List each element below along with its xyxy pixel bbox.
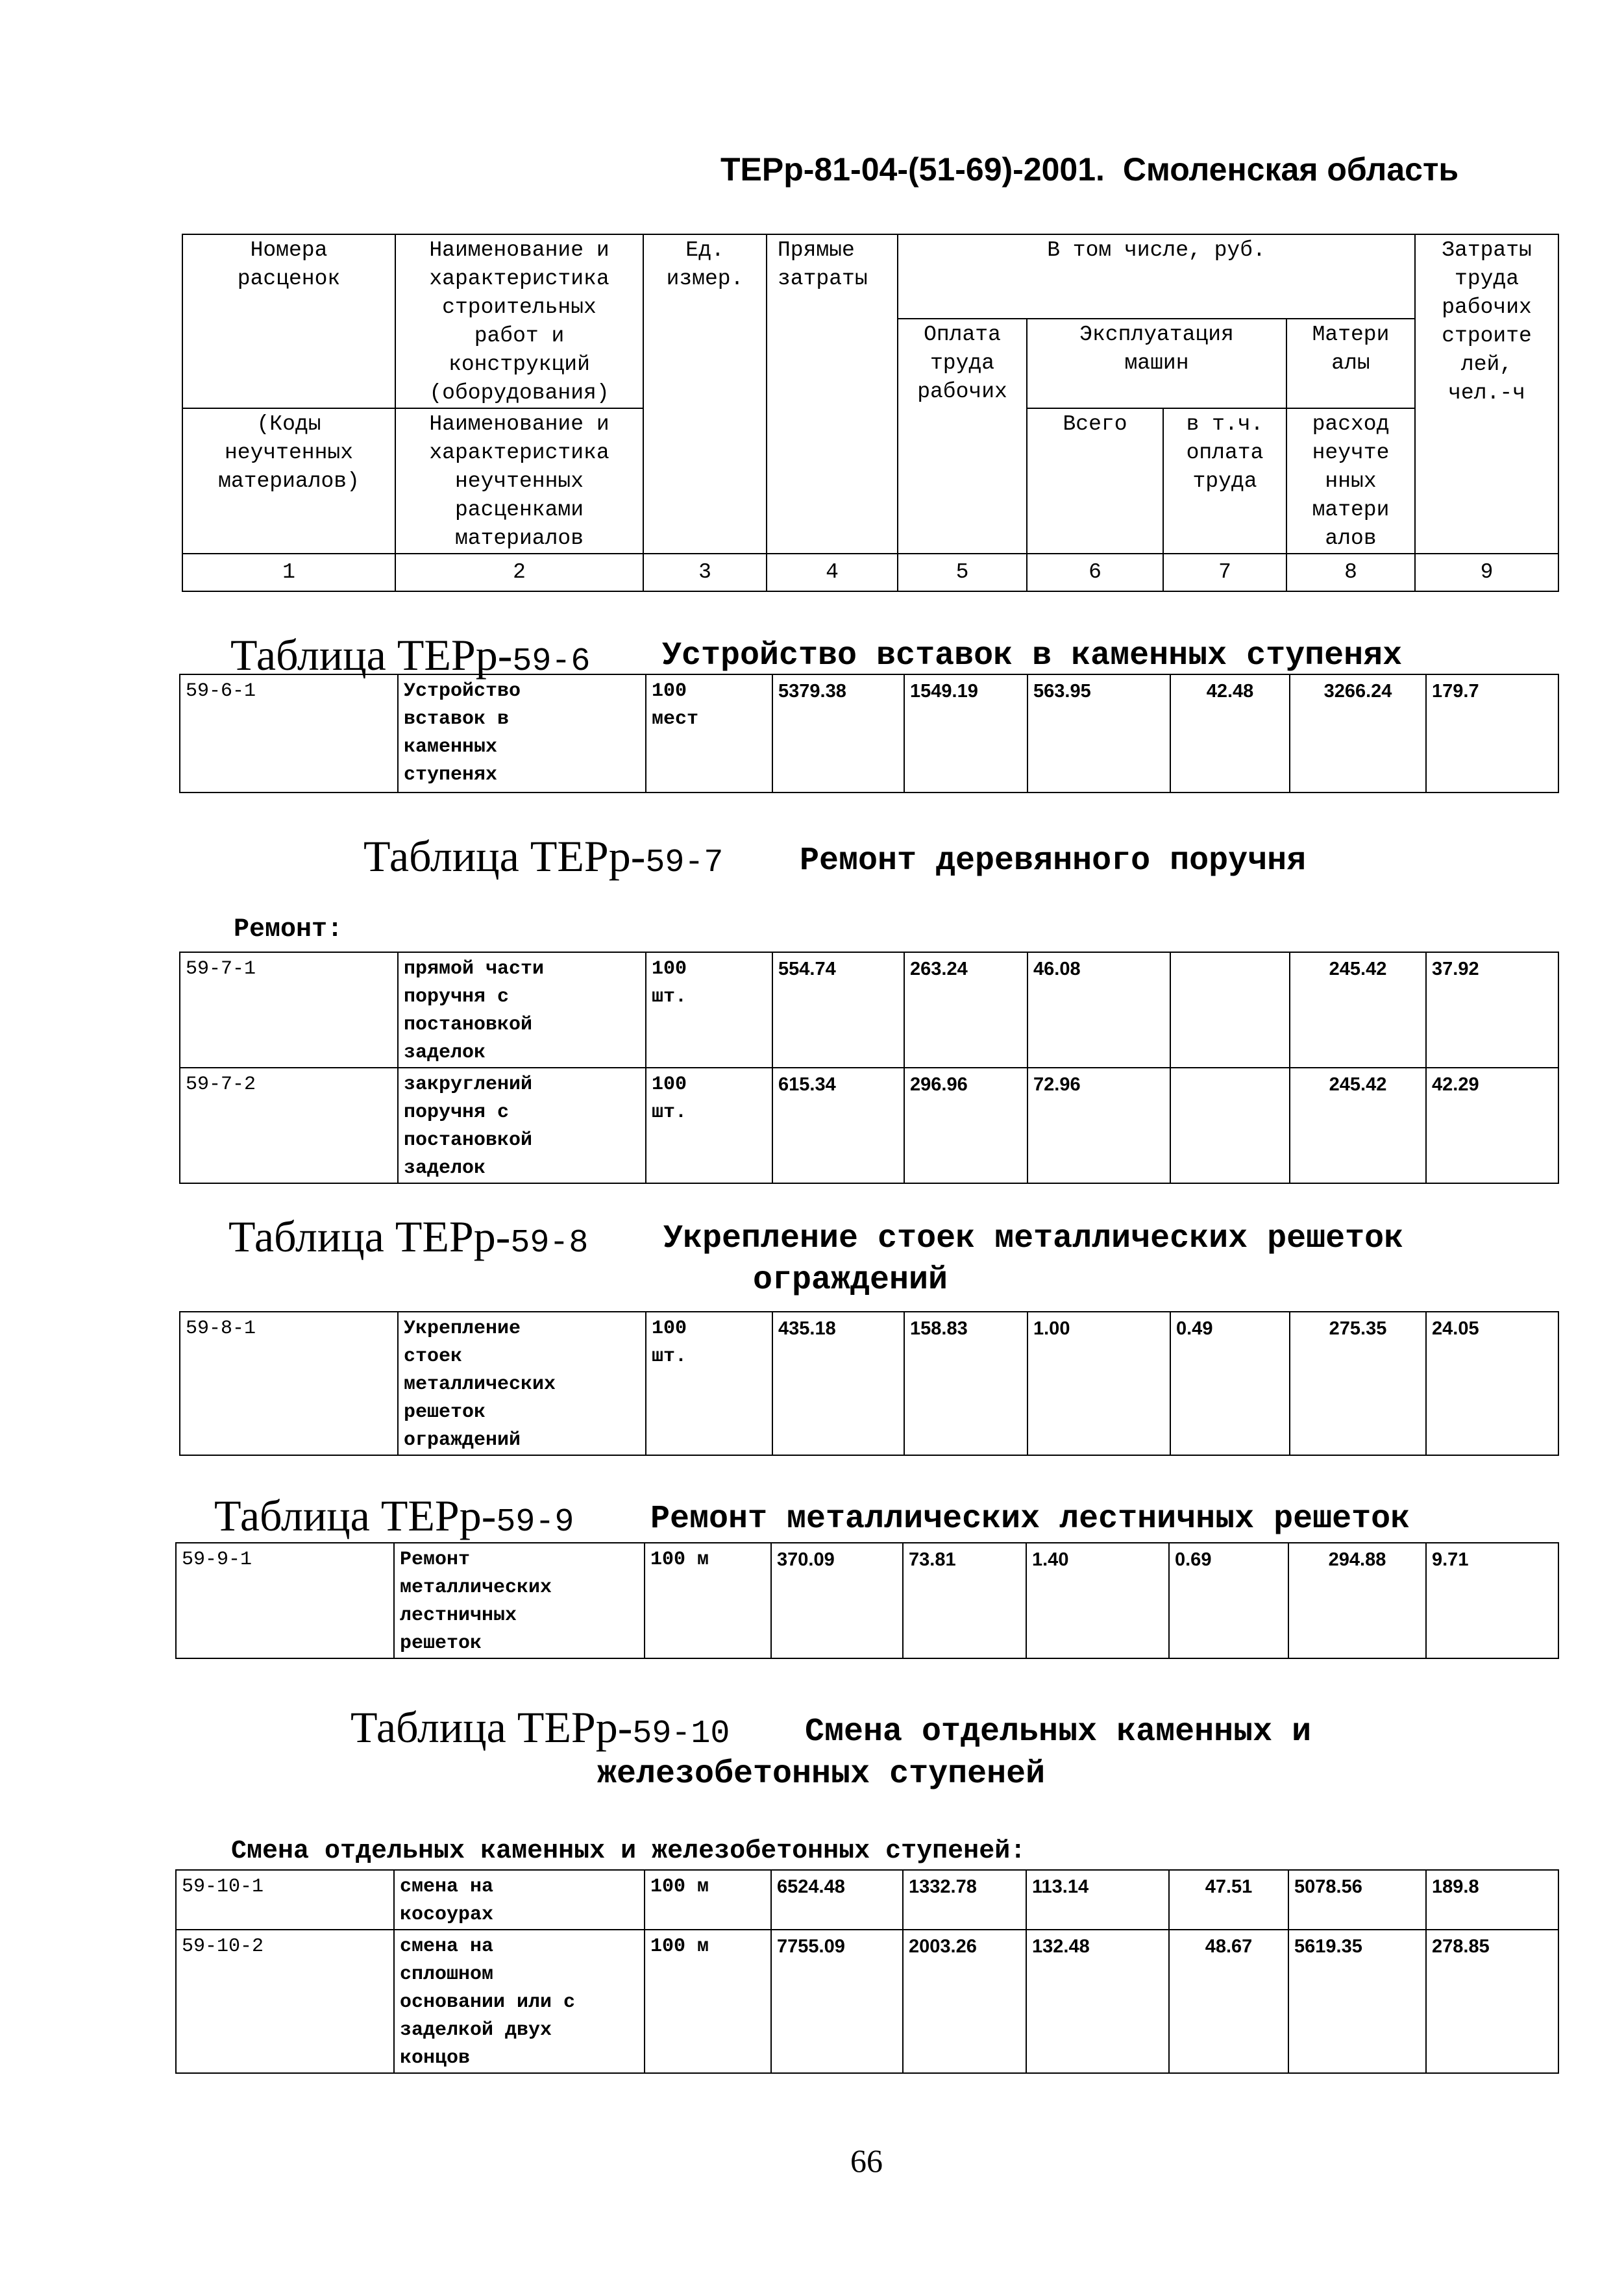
table-row [176,1870,1558,1930]
cell-line: алы [1331,351,1370,375]
col-header-work-name [395,234,643,408]
unit [645,1870,771,1930]
cell-line: расценок [237,267,341,291]
machinery-labor [1170,1068,1290,1183]
cell-line: поручня с [404,986,510,1008]
work-name [398,674,646,793]
materials: 245.42 [1290,952,1426,1068]
machinery-total: 132.48 [1026,1930,1169,2073]
machinery-total: 46.08 [1027,952,1170,1068]
labor-pay: 1332.78 [903,1870,1026,1930]
cell-line: стоек [404,1346,463,1368]
table-prefix: Таблица ТЕРр- [228,1212,511,1261]
labor-hours: 189.8 [1426,1870,1558,1930]
table-heading [228,1211,588,1262]
cell-line: вставок в [404,708,510,730]
cell-line: неучте [1312,441,1390,465]
materials: 245.42 [1290,1068,1426,1183]
cell-line: рабочих [917,380,1007,404]
cell-line: нных [1325,469,1377,493]
table-code: 59-6 [512,643,591,680]
rate-code: 59-10-2 [176,1930,394,2073]
col-header-material-names [395,408,643,554]
table-heading [363,831,723,882]
work-name [394,1930,645,2073]
table-title-line2: железобетонных ступеней [597,1756,1046,1793]
column-numbers-row [182,554,1558,591]
cell-line: смена на [400,1936,494,1958]
machinery-labor: 42.48 [1170,674,1290,793]
rates-table [179,952,1559,1184]
table-code: 59-9 [496,1504,574,1541]
cell-line: прямой части [404,958,545,980]
table-title: Смена отдельных каменных и [805,1714,1312,1751]
table-subtitle: Ремонт: [234,915,343,944]
cell-line: шт. [652,986,687,1008]
unit [645,1930,771,2073]
col-header-machinery-labor [1163,408,1286,554]
col-header-group: В том числе, руб. [898,234,1415,319]
cell-line: решеток [400,1632,482,1654]
cell-line: строите [1442,324,1532,348]
direct-costs: 370.09 [771,1543,903,1658]
table-row [180,1068,1558,1183]
cell-line: металлических [400,1577,552,1599]
labor-pay: 158.83 [904,1312,1027,1455]
cell-line: (Коды [256,412,321,436]
unit [645,1543,771,1658]
cell-line: неучтенных [224,441,354,465]
cell-line: 100 [652,958,687,980]
work-name [398,1068,646,1183]
cell-line: оплата [1186,441,1264,465]
direct-costs: 435.18 [772,1312,904,1455]
cell-line: матери [1312,498,1390,522]
rate-code: 59-6-1 [180,674,398,793]
cell-line: затраты [778,267,868,291]
cell-line: поручня с [404,1101,510,1124]
cell-line: 100 м [650,1876,709,1898]
cell-line: закруглений [404,1074,533,1096]
materials: 294.88 [1288,1543,1426,1658]
cell-line: лестничных [400,1604,517,1627]
col-header-direct-costs [767,234,898,554]
machinery-labor: 0.49 [1170,1312,1290,1455]
running-title: ТЕРр-81-04-(51-69)-2001. [720,151,1105,188]
cell-line: концов [400,2047,471,2069]
direct-costs: 5379.38 [772,674,904,793]
col-header-rate-numbers [182,234,395,408]
cell-line: заделок [404,1157,486,1179]
labor-pay: 73.81 [903,1543,1026,1658]
work-name [398,1312,646,1455]
table-prefix: Таблица ТЕРр- [214,1491,497,1540]
col-header-machinery [1027,319,1286,408]
labor-hours: 42.29 [1426,1068,1558,1183]
cell-line: рабочих [1442,295,1532,319]
col-number: 9 [1415,554,1558,591]
col-number: 2 [395,554,643,591]
col-header-material-codes [182,408,395,554]
cell-line: конструкций [449,352,590,376]
labor-hours: 24.05 [1426,1312,1558,1455]
table-title: Ремонт металлических лестничных решеток [650,1501,1410,1538]
region-name: Смоленская область [1122,151,1459,188]
materials: 275.35 [1290,1312,1426,1455]
cell-line: труда [929,351,995,375]
materials: 3266.24 [1290,674,1426,793]
col-number: 6 [1027,554,1163,591]
cell-line: (оборудования) [429,381,609,405]
table-subtitle: Смена отдельных каменных и железобетонных ступеней: [231,1837,1026,1866]
col-number: 1 [182,554,395,591]
page-number: 66 [850,2143,883,2179]
cell-line: расход [1312,412,1390,436]
cell-line: Прямые [778,238,855,262]
labor-pay: 1549.19 [904,674,1027,793]
col-header-machinery-total: Всего [1027,408,1163,554]
cell-line: постановкой [404,1014,533,1036]
unit [646,1068,772,1183]
cell-line: характеристика [429,441,609,465]
table-title: Устройство вставок в каменных ступенях [662,637,1403,674]
machinery-labor: 47.51 [1169,1870,1288,1930]
cell-line: Ед. [685,238,724,262]
cell-line: 100 [652,680,687,702]
cell-line: Наименование и [429,412,609,436]
cell-line: заделкой двух [400,2019,552,2041]
table-title-line2: ограждений [753,1262,948,1299]
col-header-unit [643,234,767,554]
col-header-materials [1286,319,1415,408]
cell-line: шт. [652,1346,687,1368]
cell-line: ограждений [404,1429,521,1451]
cell-line: ступенях [404,764,498,786]
cell-line: 100 [652,1318,687,1340]
cell-line: труда [1192,469,1257,493]
direct-costs: 7755.09 [771,1930,903,2073]
col-number: 3 [643,554,767,591]
cell-line: Наименование и [429,238,609,262]
machinery-total: 1.00 [1027,1312,1170,1455]
table-heading [351,1702,730,1753]
rates-table [175,1869,1559,2074]
cell-line: измер. [666,267,744,291]
rate-code: 59-10-1 [176,1870,394,1930]
machinery-labor: 0.69 [1169,1543,1288,1658]
rates-table [179,1311,1559,1456]
cell-line: основании или с [400,1991,576,2013]
cell-line: лей, [1460,352,1513,376]
cell-line: Ремонт [400,1549,471,1571]
rate-code: 59-9-1 [176,1543,394,1658]
col-header-labor-pay [898,319,1027,554]
rates-table [175,1542,1559,1659]
cell-line: сплошном [400,1963,494,1985]
cell-line: постановкой [404,1129,533,1151]
labor-pay: 263.24 [904,952,1027,1068]
table-code: 59-7 [645,844,724,881]
col-header-material-usage [1286,408,1415,554]
machinery-labor: 48.67 [1169,1930,1288,2073]
cell-line: заделок [404,1042,486,1064]
labor-hours: 179.7 [1426,674,1558,793]
rate-code: 59-8-1 [180,1312,398,1455]
unit [646,952,772,1068]
unit [646,674,772,793]
col-number: 5 [898,554,1027,591]
cell-line: чел.-ч [1448,381,1525,405]
materials: 5078.56 [1288,1870,1426,1930]
col-number: 8 [1286,554,1415,591]
cell-line: каменных [404,736,498,758]
col-number: 7 [1163,554,1286,591]
column-header-table [182,234,1559,592]
machinery-total: 72.96 [1027,1068,1170,1183]
work-name [398,952,646,1068]
labor-hours: 278.85 [1426,1930,1558,2073]
cell-line: металлических [404,1373,556,1395]
cell-line: смена на [400,1876,494,1898]
col-number: 4 [767,554,898,591]
cell-line: Матери [1312,323,1390,347]
table-row [180,952,1558,1068]
machinery-total: 563.95 [1027,674,1170,793]
cell-line: расценками [454,498,584,522]
table-code: 59-10 [632,1715,730,1752]
rates-table [179,674,1559,793]
cell-line: мест [652,708,699,730]
rate-code: 59-7-2 [180,1068,398,1183]
cell-line: 100 [652,1074,687,1096]
machinery-total: 113.14 [1026,1870,1169,1930]
cell-line: шт. [652,1101,687,1124]
cell-line: труда [1455,267,1519,291]
cell-line: Устройство [404,680,521,702]
table-code: 59-8 [510,1225,589,1262]
work-name [394,1543,645,1658]
cell-line: строительных [442,295,597,319]
cell-line: характеристика [429,267,609,291]
cell-line: материалов [454,526,584,550]
cell-line: Оплата [924,323,1001,347]
cell-line: Номера [250,238,328,262]
cell-line: 100 м [650,1549,709,1571]
unit [646,1312,772,1455]
table-prefix: Таблица ТЕРр- [351,1702,633,1752]
materials: 5619.35 [1288,1930,1426,2073]
cell-line: косоурах [400,1904,494,1926]
direct-costs: 554.74 [772,952,904,1068]
table-prefix: Таблица ТЕРр- [230,630,513,680]
table-row [176,1543,1558,1658]
cell-line: материалов) [218,469,360,493]
table-prefix: Таблица ТЕРр- [363,831,646,881]
machinery-total: 1.40 [1026,1543,1169,1658]
table-row [180,1312,1558,1455]
table-title: Укрепление стоек металлических решеток [663,1220,1404,1257]
rate-code: 59-7-1 [180,952,398,1068]
cell-line: неучтенных [454,469,584,493]
cell-line: решеток [404,1401,486,1423]
direct-costs: 615.34 [772,1068,904,1183]
cell-line: 100 м [650,1936,709,1958]
direct-costs: 6524.48 [771,1870,903,1930]
cell-line: работ и [474,324,565,348]
labor-hours: 9.71 [1426,1543,1558,1658]
cell-line: Затраты [1442,238,1532,262]
labor-hours: 37.92 [1426,952,1558,1068]
table-row [176,1930,1558,2073]
machinery-labor [1170,952,1290,1068]
labor-pay: 296.96 [904,1068,1027,1183]
cell-line: Эксплуатация [1079,323,1234,347]
table-heading [214,1490,574,1542]
cell-line: машин [1124,351,1189,375]
labor-pay: 2003.26 [903,1930,1026,2073]
work-name [394,1870,645,1930]
running-header [720,151,1458,188]
table-title: Ремонт деревянного поручня [800,842,1307,879]
cell-line: Укрепление [404,1318,521,1340]
table-row [180,674,1558,793]
cell-line: в т.ч. [1186,412,1264,436]
cell-line: алов [1325,526,1377,550]
col-header-labor-hours [1415,234,1558,554]
